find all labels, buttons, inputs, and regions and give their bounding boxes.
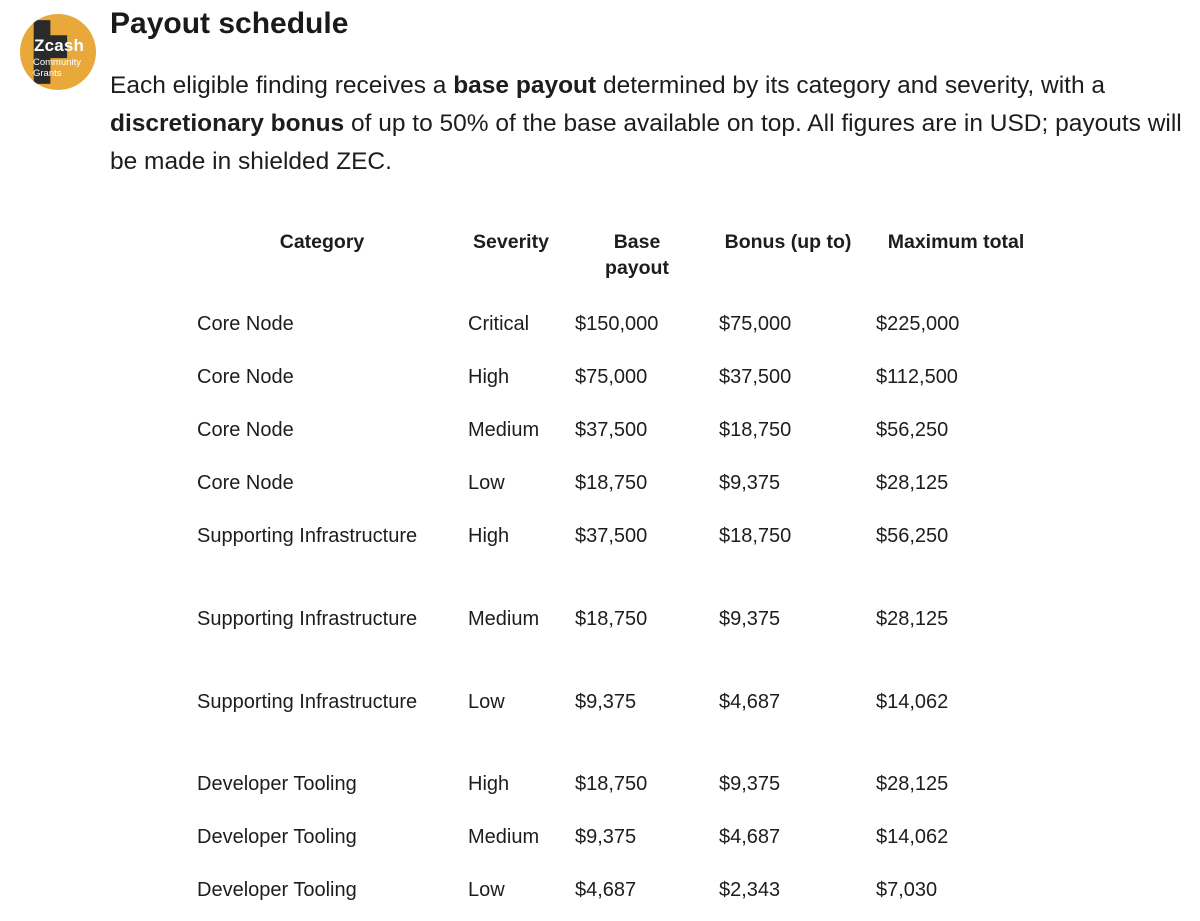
cell-base-payout: $18,750 [575, 773, 648, 795]
cell-base-payout: $9,375 [575, 826, 637, 848]
section-title: Payout schedule [110, 7, 349, 40]
cell-base-payout: $18,750 [575, 472, 648, 494]
cell-maximum-total: $14,062 [876, 691, 949, 713]
cell-severity: Low [468, 472, 505, 494]
cell-maximum-total: $28,125 [876, 608, 949, 630]
cell-maximum-total: $28,125 [876, 773, 949, 795]
cell-maximum-total: $14,062 [876, 826, 949, 848]
header-base-line1: Base [613, 231, 661, 253]
header-severity: Severity [473, 231, 549, 253]
cell-bonus: $18,750 [719, 419, 792, 441]
cell-category: Supporting Infrastructure [197, 525, 418, 547]
cell-severity: High [468, 366, 510, 388]
cell-bonus: $37,500 [719, 366, 792, 388]
cell-base-payout: $150,000 [575, 313, 659, 335]
cell-base-payout: $18,750 [575, 608, 648, 630]
cell-bonus: $4,687 [719, 691, 781, 713]
cell-bonus: $75,000 [719, 313, 792, 335]
cell-severity: Medium [468, 419, 540, 441]
cell-category: Core Node [197, 472, 294, 494]
cell-severity: Low [468, 879, 505, 901]
logo-brand-text: Zcash [34, 36, 85, 55]
header-bonus: Bonus (up to) [724, 231, 852, 253]
cell-maximum-total: $56,250 [876, 525, 949, 547]
header-base-payout [592, 229, 682, 281]
cell-maximum-total: $56,250 [876, 419, 949, 441]
cell-bonus: $4,687 [719, 826, 781, 848]
intro-text-1: Each eligible finding receives a [110, 72, 454, 99]
cell-category: Core Node [197, 419, 294, 441]
logo-subtitle-line2: Grants [33, 68, 62, 79]
cell-severity: High [468, 525, 510, 547]
intro-bold-discretionary-bonus: discretionary bonus [110, 110, 345, 137]
cell-severity: Medium [468, 608, 540, 630]
cell-bonus: $9,375 [719, 472, 781, 494]
cell-category: Developer Tooling [197, 826, 357, 848]
cell-bonus: $18,750 [719, 525, 792, 547]
cell-category: Developer Tooling [197, 879, 357, 901]
cell-base-payout: $9,375 [575, 691, 637, 713]
logo-subtitle-line1: Community [33, 57, 82, 68]
cell-maximum-total: $225,000 [876, 313, 960, 335]
cell-severity: Medium [468, 826, 540, 848]
header-base-line2: payout [605, 257, 669, 279]
cell-base-payout: $4,687 [575, 879, 637, 901]
cell-maximum-total: $112,500 [876, 366, 958, 388]
cell-bonus: $9,375 [719, 773, 781, 795]
cell-bonus: $9,375 [719, 608, 781, 630]
cell-severity: High [468, 773, 510, 795]
intro-bold-base-payout: base payout [453, 72, 597, 99]
cell-maximum-total: $28,125 [876, 472, 949, 494]
intro-text-3: of up to 50% of the base available on top. All figures are in USD; payouts will be made in shielded ZEC. [110, 110, 1182, 175]
cell-base-payout: $37,500 [575, 525, 648, 547]
cell-category: Core Node [197, 313, 294, 335]
cell-severity: Critical [468, 313, 530, 335]
cell-category: Core Node [197, 366, 294, 388]
cell-base-payout: $37,500 [575, 419, 648, 441]
cell-severity: Low [468, 691, 505, 713]
cell-category: Supporting Infrastructure [197, 691, 418, 713]
cell-base-payout: $75,000 [575, 366, 648, 388]
cell-category: Developer Tooling [197, 773, 357, 795]
cell-bonus: $2,343 [719, 879, 781, 901]
header-category: Category [279, 231, 365, 253]
intro-text-2: determined by its category and severity, with a [596, 72, 1106, 99]
header-maximum-total: Maximum total [887, 231, 1025, 253]
cell-category: Supporting Infrastructure [197, 608, 418, 630]
cell-maximum-total: $7,030 [876, 879, 938, 901]
